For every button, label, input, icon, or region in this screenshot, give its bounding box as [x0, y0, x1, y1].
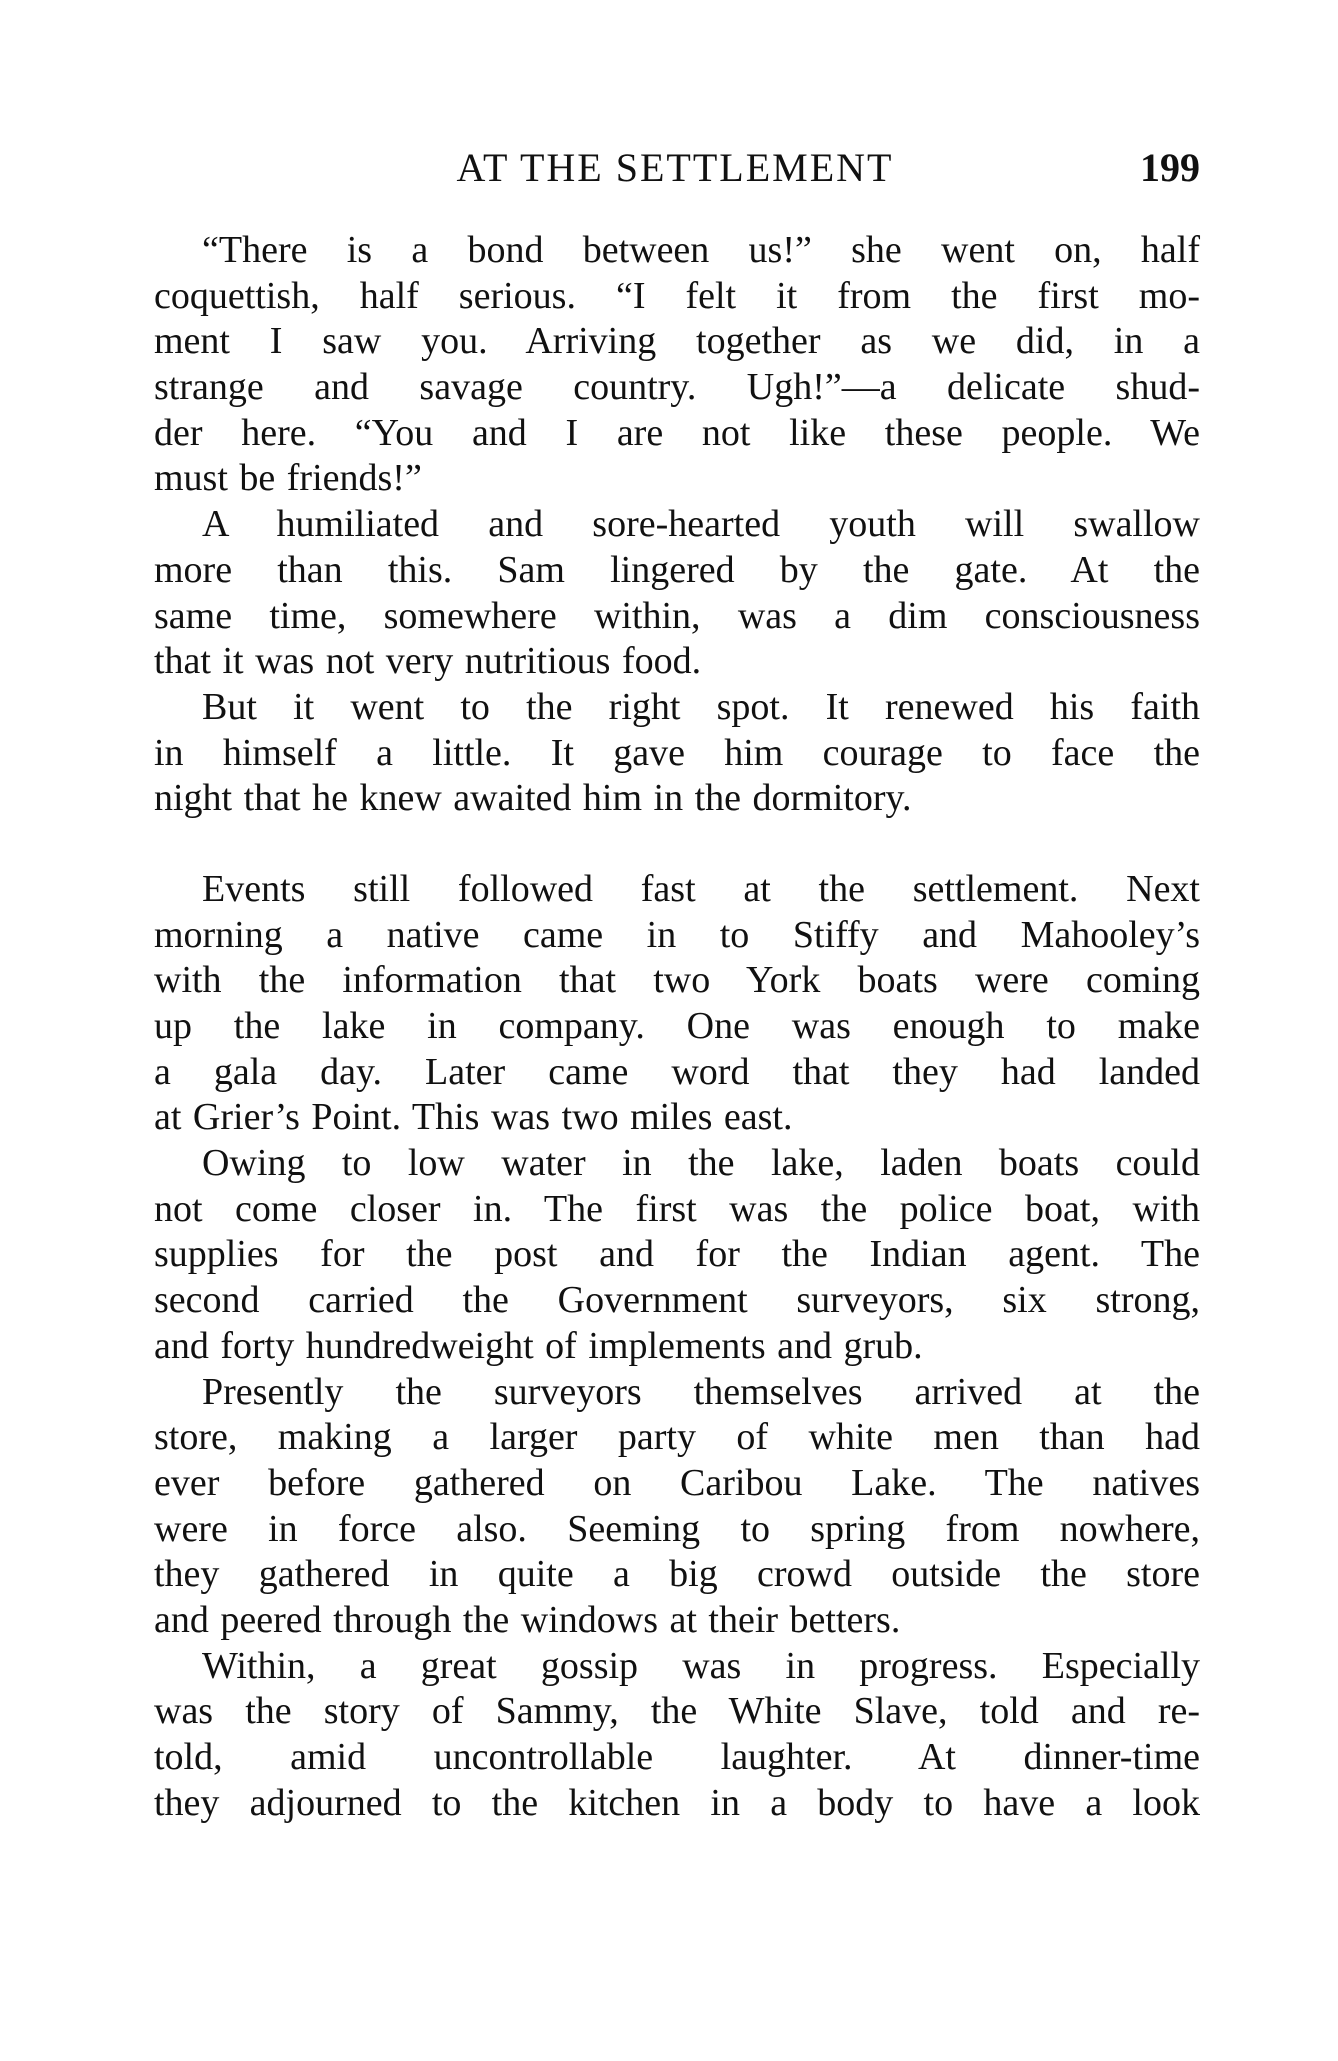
text-line: Owing to low water in the lake, laden boats could [202, 1142, 1200, 1185]
running-head: AT THE SETTLEMENT [456, 145, 894, 190]
paragraph [154, 1141, 1200, 1369]
body-text [154, 228, 1200, 1826]
text-line: Events still followed fast at the settlement. Next [202, 867, 1200, 910]
text-line: ever before gathered on Caribou Lake. The natives [154, 1461, 1200, 1504]
text-line: night that he knew awaited him in the dormitory. [154, 777, 912, 820]
text-line: supplies for the post and for the Indian agent. The [154, 1233, 1200, 1276]
paragraph [154, 867, 1200, 1141]
text-line: “There is a bond between us!” she went on, half [202, 229, 1200, 271]
text-line: same time, somewhere within, was a dim consciousness [154, 594, 1200, 637]
text-line: and peered through the windows at their betters. [154, 1598, 901, 1641]
paragraph [154, 502, 1200, 685]
text-line: morning a native came in to Stiffy and Mahooley’s [154, 913, 1200, 956]
paragraph [154, 1370, 1200, 1644]
text-line: were in force also. Seeming to spring from nowhere, [154, 1507, 1200, 1550]
text-line: more than this. Sam lingered by the gate. At the [154, 548, 1200, 591]
text-line: But it went to the right spot. It renewed his faith [202, 685, 1200, 728]
paragraph [154, 228, 1200, 502]
page-header [150, 138, 1200, 198]
text-line: not come closer in. The first was the police boat, with [154, 1187, 1200, 1230]
text-line: with the information that two York boats were coming [154, 959, 1200, 1002]
text-line: up the lake in company. One was enough to make [154, 1005, 1200, 1047]
text-line: they gathered in quite a big crowd outside the store [154, 1553, 1200, 1596]
text-line: a gala day. Later came word that they had landed [154, 1050, 1200, 1093]
text-line: in himself a little. It gave him courage to face the [154, 731, 1200, 774]
text-line: second carried the Government surveyors, six strong, [154, 1279, 1200, 1322]
text-line: ment I saw you. Arriving together as we did, in a [154, 320, 1200, 363]
text-line: was the story of Sammy, the White Slave, told and re- [154, 1690, 1200, 1733]
paragraph [154, 1644, 1200, 1827]
paragraph [154, 685, 1200, 822]
text-line: strange and savage country. Ugh!”—a delicate shud- [154, 366, 1200, 409]
text-line: told, amid uncontrollable laughter. At dinner-time [154, 1736, 1200, 1778]
text-line: coquettish, half serious. “I felt it from the first mo- [154, 274, 1200, 317]
text-line: they adjourned to the kitchen in a body to have a look [154, 1781, 1200, 1824]
text-line: A humiliated and sore-hearted youth will swallow [202, 503, 1200, 546]
text-line: that it was not very nutritious food. [154, 640, 702, 683]
text-line: Presently the surveyors themselves arrived at the [202, 1370, 1200, 1413]
text-line: store, making a larger party of white men than had [154, 1416, 1200, 1459]
text-line: and forty hundredweight of implements and grub. [154, 1324, 923, 1367]
text-line: Within, a great gossip was in progress. Especially [202, 1644, 1200, 1687]
text-line: at Grier’s Point. This was two miles east. [154, 1096, 793, 1139]
page-number: 199 [1140, 145, 1200, 190]
section-break [154, 822, 1200, 867]
text-line: must be friends!” [154, 457, 422, 500]
text-line: der here. “You and I are not like these people. We [154, 411, 1200, 454]
